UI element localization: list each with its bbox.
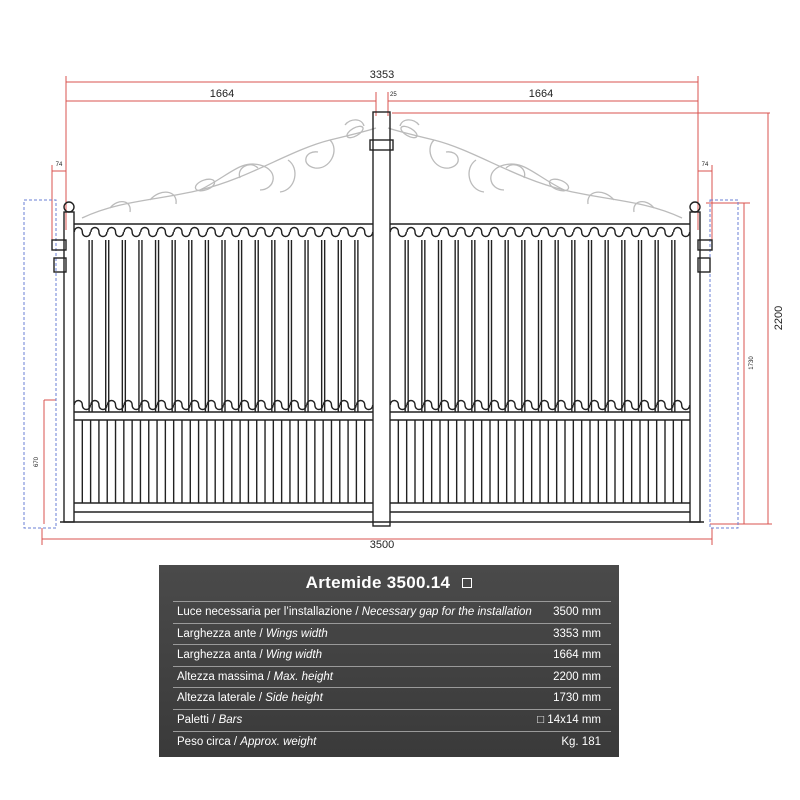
scroll-curl — [507, 228, 523, 237]
scroll-curl — [540, 228, 556, 237]
scroll-curl — [457, 228, 473, 237]
scroll-curl — [290, 401, 306, 410]
spec-row-label — [177, 692, 323, 704]
spec-label-it: Larghezza anta / — [177, 649, 266, 662]
spec-label-en: Wings width — [265, 627, 328, 640]
spec-label-it: Luce necessaria per l’installazione / — [177, 606, 362, 618]
spec-row-label — [177, 649, 322, 661]
scroll-curl — [540, 401, 556, 410]
dim-left-post: 74 — [55, 162, 63, 168]
scroll-curl — [624, 228, 640, 237]
spec-row — [173, 709, 611, 731]
dim-overall-top: 3353 — [369, 69, 395, 81]
spec-row-value: 1664 mm — [553, 649, 601, 662]
spec-title: Artemide 3500.14 — [305, 573, 451, 592]
spec-row-label — [177, 736, 316, 748]
scroll-curl — [407, 228, 423, 237]
gate-crest-ornament — [82, 120, 682, 218]
scroll-curl — [424, 401, 440, 410]
scroll-curl — [174, 401, 190, 410]
spec-row — [173, 601, 611, 623]
scroll-curl — [240, 228, 256, 237]
scroll-curl — [440, 401, 456, 410]
spec-label-it: Altezza laterale / — [177, 692, 266, 705]
scroll-curl — [640, 401, 656, 410]
dim-overall-bottom: 3500 — [369, 539, 395, 551]
scroll-curl — [557, 228, 573, 237]
scroll-curl — [307, 401, 323, 410]
scroll-curl — [257, 401, 273, 410]
dim-wing-right: 1664 — [528, 88, 554, 100]
spec-label-it: Altezza massima / — [177, 670, 274, 683]
spec-row-value: 3353 mm — [553, 627, 601, 640]
scroll-curl — [91, 401, 107, 410]
scroll-curl — [124, 401, 140, 410]
scroll-curl — [474, 401, 490, 410]
scroll-curl — [157, 401, 173, 410]
scroll-curl — [357, 228, 373, 237]
gate-frame — [52, 112, 712, 526]
scroll-curl — [340, 228, 356, 237]
lower-bars — [82, 420, 681, 503]
spec-label-it: Larghezza ante / — [177, 627, 266, 640]
scroll-curl — [307, 228, 323, 237]
scroll-curl — [524, 228, 540, 237]
spec-row-value: □ 14x14 mm — [537, 714, 601, 726]
scroll-curl — [108, 401, 124, 410]
spec-row — [173, 644, 611, 666]
spec-label-en: Wing width — [265, 649, 323, 662]
dim-wing-left: 1664 — [209, 88, 235, 100]
spec-label-en: Max. height — [273, 670, 333, 683]
scroll-curl — [108, 228, 124, 237]
scroll-curl — [323, 228, 339, 237]
scroll-curl — [290, 228, 306, 237]
spec-table — [159, 565, 619, 757]
scroll-curl — [407, 401, 423, 410]
scroll-curl — [157, 228, 173, 237]
scroll-curl — [124, 228, 140, 237]
scroll-curl — [141, 228, 157, 237]
scroll-curl — [640, 228, 656, 237]
upper-bars — [89, 240, 675, 412]
scroll-curl — [657, 401, 673, 410]
scroll-curl — [524, 401, 540, 410]
scroll-curl — [657, 228, 673, 237]
scroll-curl — [174, 228, 190, 237]
spec-row-label — [177, 606, 532, 618]
scroll-curl — [390, 401, 406, 410]
scroll-curl — [574, 228, 590, 237]
dim-total-height: 2200 — [773, 305, 785, 331]
scroll-curl — [390, 228, 406, 237]
spec-row-label — [177, 714, 242, 726]
scroll-curl — [474, 228, 490, 237]
scroll-curl — [74, 228, 90, 237]
spec-label-it: Peso circa / — [177, 735, 241, 748]
dim-side-height: 1730 — [749, 356, 755, 370]
scroll-curl — [557, 401, 573, 410]
scroll-curl — [274, 228, 290, 237]
scroll-curl — [323, 401, 339, 410]
scroll-curl — [240, 401, 256, 410]
scroll-curl — [424, 228, 440, 237]
scroll-curl — [590, 228, 606, 237]
scroll-curl — [674, 401, 690, 410]
scroll-curl — [191, 228, 207, 237]
scroll-curl — [91, 228, 107, 237]
scroll-curl — [207, 228, 223, 237]
spec-label-it: Paletti / — [177, 714, 219, 726]
scroll-rows — [74, 228, 689, 410]
dim-lower-panel: 670 — [34, 456, 40, 468]
spec-row — [173, 687, 611, 709]
dim-center-post: 25 — [390, 92, 397, 98]
scroll-curl — [440, 228, 456, 237]
scroll-curl — [674, 228, 690, 237]
scroll-curl — [207, 401, 223, 410]
spec-row-value: 2200 mm — [553, 670, 601, 683]
scroll-curl — [574, 401, 590, 410]
spec-label-en: Approx. weight — [240, 735, 317, 748]
scroll-curl — [74, 401, 90, 410]
spec-row-value: 1730 mm — [553, 692, 601, 705]
spec-row-label — [177, 628, 328, 640]
scroll-curl — [490, 401, 506, 410]
scroll-curl — [607, 228, 623, 237]
scroll-curl — [141, 401, 157, 410]
scroll-curl — [490, 228, 506, 237]
spec-label-en: Necessary gap for the installation — [361, 606, 532, 618]
scroll-curl — [224, 401, 240, 410]
spec-label-en: Bars — [218, 714, 243, 726]
spec-row — [173, 623, 611, 645]
square-icon — [462, 578, 472, 588]
scroll-curl — [340, 401, 356, 410]
spec-row — [173, 731, 611, 753]
spec-label-en: Side height — [265, 692, 323, 705]
spec-row-value: Kg. 181 — [561, 735, 601, 748]
scroll-curl — [590, 401, 606, 410]
scroll-curl — [257, 228, 273, 237]
scroll-curl — [357, 401, 373, 410]
spec-row — [173, 666, 611, 688]
scroll-curl — [507, 401, 523, 410]
spec-title-row — [159, 573, 619, 597]
scroll-curl — [624, 401, 640, 410]
spec-row-label — [177, 671, 333, 683]
dim-right-post: 74 — [701, 162, 709, 168]
spec-row-value: 3500 mm — [553, 606, 601, 618]
scroll-curl — [191, 401, 207, 410]
column-outlines — [24, 200, 738, 528]
scroll-curl — [274, 401, 290, 410]
scroll-curl — [607, 401, 623, 410]
scroll-curl — [457, 401, 473, 410]
scroll-curl — [224, 228, 240, 237]
